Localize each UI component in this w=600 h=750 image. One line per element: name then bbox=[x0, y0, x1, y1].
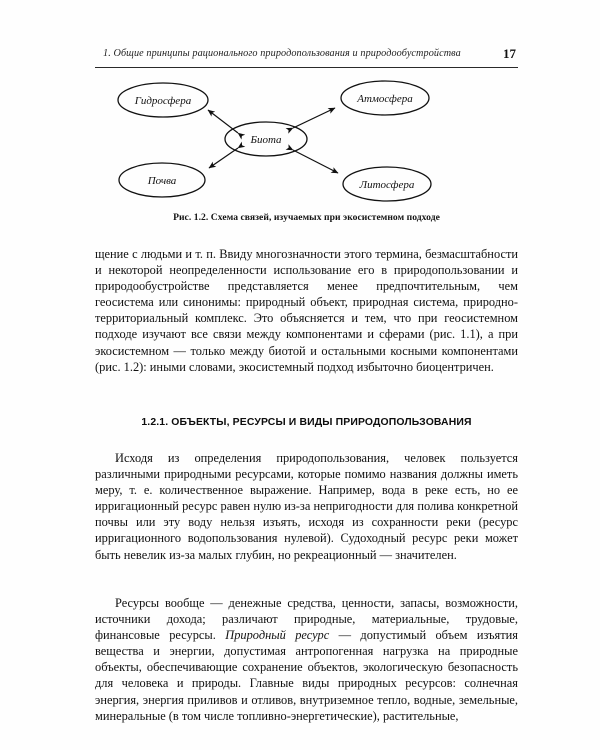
node-lithosphere bbox=[343, 167, 431, 201]
connector-biota-lithosphere bbox=[293, 150, 338, 173]
paragraph-resource-types bbox=[95, 595, 518, 724]
section-heading: 1.2.1. ОБЪЕКТЫ, РЕСУРСЫ И ВИДЫ ПРИРОДОПОЛЬЗОВАНИЯ bbox=[141, 417, 472, 428]
biota-label: Биота bbox=[250, 134, 282, 146]
atmosphere-label: Атмосфера bbox=[357, 93, 413, 105]
running-head bbox=[95, 48, 518, 66]
diagram-canvas bbox=[95, 78, 518, 208]
paragraph-3-text-start: Ресурсы вообще — денежные средства, ценности, запасы, возможности, источники дохода; различают природные, материальные, трудовые, финансовые ресурсы. bbox=[95, 596, 518, 643]
hydrosphere-label: Гидросфера bbox=[134, 95, 192, 107]
connector-biota-soil bbox=[209, 148, 238, 168]
connector-biota-atmosphere bbox=[293, 108, 335, 128]
node-atmosphere bbox=[341, 81, 429, 115]
connector-biota-hydrosphere bbox=[208, 110, 238, 133]
node-biota bbox=[225, 122, 307, 156]
header-rule bbox=[95, 67, 518, 68]
node-soil bbox=[119, 163, 205, 197]
node-hydrosphere bbox=[118, 83, 208, 117]
paragraph-3-text-end: — допустимый объем изъятия вещества и энергии, допустимая антропогенная нагрузка на природные объекты, обеспечивающие сохранение объектов, экологическую безопасность для человека и природы. Главные виды природных ресурсов: солнечная энергия, энергия приливов и отливов, внутриземное тепло, водные, земельные, минеральные (в том числе топливно-энергетические), растительные, bbox=[95, 628, 518, 723]
soil-label: Почва bbox=[147, 175, 177, 187]
figure-caption: Рис. 1.2. Схема связей, изучаемых при экосистемном подходе bbox=[173, 212, 440, 223]
figure-ecosystem-diagram bbox=[95, 78, 518, 208]
running-head-title: 1. Общие принципы рационального природопользования и природообустройства bbox=[103, 48, 461, 59]
paragraph-resources-definition: Исходя из определения природопользования, человек пользуется различными природными ресурсами, которые помимо названия должны иметь меру, т. е. количественное выражение. Например, вода в реке есть, но ее ирригационный ресурс равен нулю из-за непригодности для полива конкретной почвы или эту воду нельзя изъять, исходя из сохранности реки (ресурс ирригационного водопользования нулевой). Судоходный ресурс реки может быть невелик из-за малых глубин, но рекреационный — значителен. bbox=[95, 451, 518, 562]
paragraph-continuation: щение с людьми и т. п. Ввиду многозначности этого термина, безмасштабности и некоторой неопределенности использование его в природопользовании и природообустройстве представляется менее предпочтительным, чем геосистема или синонимы: природный объект, природная система, природно-территориальный комплекс. Это объясняется и тем, что при геосистемном подходе изучают все связи между компонентами и сферами (рис. 1.1), а при экосистемном — только между биотой и остальными косными компонентами (рис. 1.2): иными словами, экосистемный подход избыточно биоцентричен. bbox=[95, 247, 518, 374]
italic-term-prirodny-resurs: Природный ресурс bbox=[225, 628, 330, 643]
page-number: 17 bbox=[503, 46, 516, 61]
lithosphere-label: Литосфера bbox=[359, 179, 415, 191]
